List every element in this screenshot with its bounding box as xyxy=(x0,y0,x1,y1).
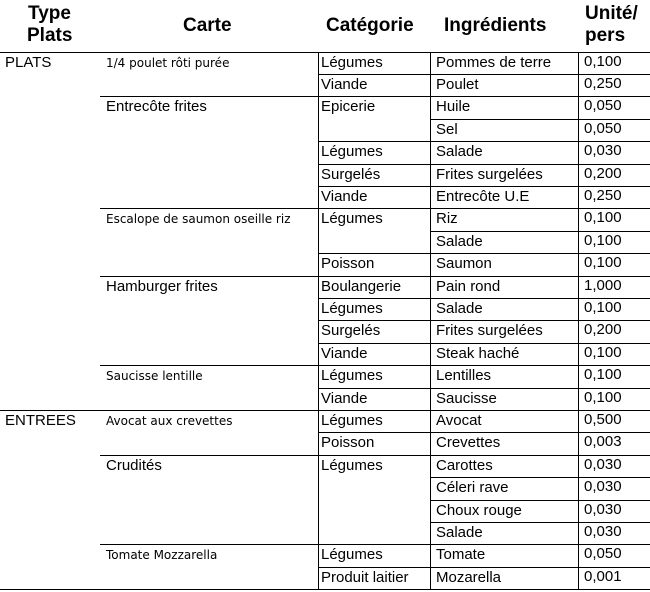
category-cell: Poisson xyxy=(321,434,375,451)
dish-name: Escalope de saumon oseille riz xyxy=(106,212,291,226)
unit-cell: 0,030 xyxy=(584,478,622,495)
unit-cell: 0,030 xyxy=(584,142,622,159)
ingredient-cell: Saumon xyxy=(436,255,492,272)
category-divider xyxy=(318,320,430,321)
column-divider xyxy=(578,410,579,589)
unit-cell: 0,050 xyxy=(584,97,622,114)
header-carte: Carte xyxy=(183,15,232,36)
category-divider xyxy=(318,141,430,142)
category-cell: Boulangerie xyxy=(321,278,402,295)
ingredient-cell: Pommes de terre xyxy=(436,54,552,71)
category-divider xyxy=(318,253,430,254)
header-divider xyxy=(0,52,650,53)
category-cell: Viande xyxy=(321,390,368,407)
header-categorie: Catégorie xyxy=(326,15,414,36)
ingredient-cell: Crevettes xyxy=(436,434,501,451)
unit-cell: 0,100 xyxy=(584,299,622,316)
ingredient-cell: Céleri rave xyxy=(436,479,509,496)
ingredient-cell: Poulet xyxy=(436,76,479,93)
section-divider xyxy=(0,410,650,411)
unit-cell: 0,100 xyxy=(584,209,622,226)
category-cell: Poisson xyxy=(321,255,375,272)
dish-divider xyxy=(100,455,650,456)
header-unite-line2: pers xyxy=(585,25,626,46)
ingredient-cell: Carottes xyxy=(436,457,493,474)
ingredient-cell: Steak haché xyxy=(436,345,520,362)
unit-cell: 0,250 xyxy=(584,187,622,204)
unit-cell: 0,100 xyxy=(584,53,622,70)
header-type-line1: Type xyxy=(28,3,71,24)
category-cell: Viande xyxy=(321,345,368,362)
unit-cell: 0,100 xyxy=(584,389,622,406)
dish-name: Hamburger frites xyxy=(106,278,218,295)
unit-cell: 0,030 xyxy=(584,501,622,518)
dish-divider xyxy=(100,544,650,545)
category-cell: Produit laitier xyxy=(321,569,409,586)
dish-name: Crudités xyxy=(106,457,162,474)
category-cell: Légumes xyxy=(321,54,383,71)
unit-cell: 0,100 xyxy=(584,232,622,249)
unit-cell: 0,500 xyxy=(584,411,622,428)
category-cell: Légumes xyxy=(321,143,383,160)
category-divider xyxy=(318,388,430,389)
category-divider xyxy=(318,74,430,75)
dish-name: 1/4 poulet rôti purée xyxy=(106,56,230,70)
unit-cell: 0,100 xyxy=(584,254,622,271)
category-divider xyxy=(318,567,430,568)
category-cell: Légumes xyxy=(321,457,383,474)
unit-cell: 0,200 xyxy=(584,165,622,182)
category-cell: Surgelés xyxy=(321,322,381,339)
category-cell: Viande xyxy=(321,76,368,93)
ingredient-cell: Sel xyxy=(436,121,458,138)
dish-divider xyxy=(100,208,650,209)
header-ingredients: Ingrédients xyxy=(444,15,547,36)
category-cell: Légumes xyxy=(321,546,383,563)
category-cell: Légumes xyxy=(321,300,383,317)
header-unite-line1: Unité/ xyxy=(585,3,638,24)
unit-cell: 0,050 xyxy=(584,120,622,137)
dish-name: Saucisse lentille xyxy=(106,369,203,383)
category-cell: Légumes xyxy=(321,412,383,429)
ingredient-cell: Entrecôte U.E xyxy=(436,188,530,205)
ingredient-cell: Mozarella xyxy=(436,569,502,586)
category-cell: Viande xyxy=(321,188,368,205)
section-type: ENTREES xyxy=(5,412,76,429)
unit-cell: 0,200 xyxy=(584,321,622,338)
unit-cell: 0,001 xyxy=(584,568,622,585)
ingredient-cell: Salade xyxy=(436,300,483,317)
unit-cell: 0,100 xyxy=(584,366,622,383)
column-divider xyxy=(430,410,431,589)
ingredient-cell: Salade xyxy=(436,524,483,541)
unit-cell: 0,030 xyxy=(584,456,622,473)
ingredient-cell: Saucisse xyxy=(436,390,497,407)
ingredient-cell: Tomate xyxy=(436,546,486,563)
unit-cell: 0,003 xyxy=(584,433,622,450)
table-bottom-border xyxy=(0,589,650,590)
section-type: PLATS xyxy=(5,54,52,71)
dish-name: Tomate Mozzarella xyxy=(106,548,218,562)
ingredient-cell: Huile xyxy=(436,98,471,115)
unit-cell: 0,030 xyxy=(584,523,622,540)
category-cell: Surgelés xyxy=(321,166,381,183)
ingredient-cell: Avocat xyxy=(436,412,482,429)
category-cell: Epicerie xyxy=(321,98,376,115)
column-divider xyxy=(578,52,579,410)
category-cell: Légumes xyxy=(321,367,383,384)
category-cell: Légumes xyxy=(321,210,383,227)
ingredient-cell: Choux rouge xyxy=(436,502,522,519)
unit-cell: 1,000 xyxy=(584,277,622,294)
ingredient-cell: Frites surgelées xyxy=(436,322,543,339)
category-divider xyxy=(318,164,430,165)
unit-cell: 0,100 xyxy=(584,344,622,361)
dish-name: Entrecôte frites xyxy=(106,98,207,115)
unit-cell: 0,250 xyxy=(584,75,622,92)
column-divider xyxy=(430,52,431,410)
ingredient-cell: Frites surgelées xyxy=(436,166,543,183)
unit-cell: 0,050 xyxy=(584,545,622,562)
dish-divider xyxy=(100,365,650,366)
dish-divider xyxy=(100,96,650,97)
dish-divider xyxy=(100,276,650,277)
ingredient-cell: Riz xyxy=(436,210,458,227)
ingredient-cell: Salade xyxy=(436,233,483,250)
category-divider xyxy=(318,298,430,299)
category-divider xyxy=(318,186,430,187)
column-divider xyxy=(318,410,319,589)
ingredient-cell: Lentilles xyxy=(436,367,492,384)
column-divider xyxy=(318,52,319,410)
header-type-line2: Plats xyxy=(27,25,73,46)
category-divider xyxy=(318,343,430,344)
ingredient-cell: Salade xyxy=(436,143,483,160)
category-divider xyxy=(318,432,430,433)
ingredient-cell: Pain rond xyxy=(436,278,501,295)
dish-name: Avocat aux crevettes xyxy=(106,414,233,428)
